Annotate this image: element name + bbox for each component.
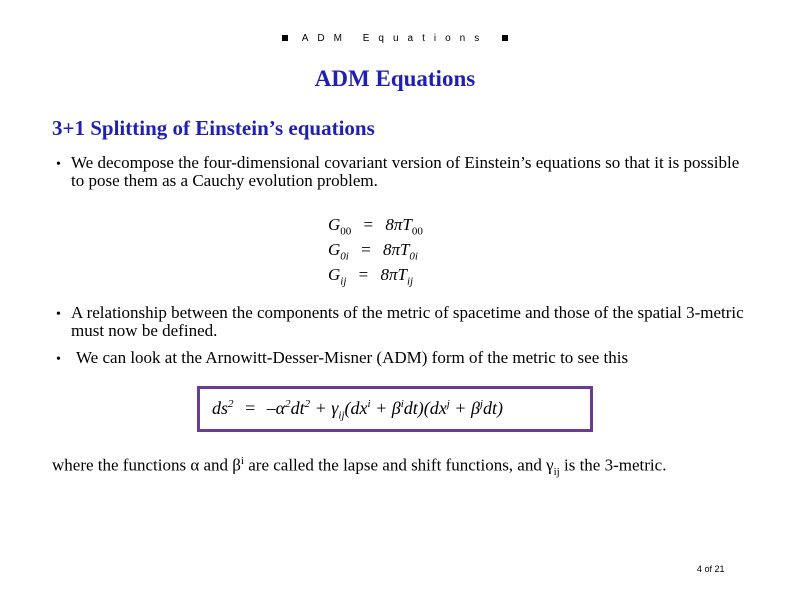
bullet-text-2: A relationship between the components of the metric of spacetime and those of the spatial 3-metric must now be defined.	[71, 303, 744, 340]
header-title: ADM Equations	[301, 33, 489, 44]
equation-row-1: $G_{00} = 8\pi T_{00}$	[328, 215, 423, 238]
closing-paragraph: where the functions α and $\beta^i$ are called the lapse and shift functions, and $\gamma_{ij}$ is the 3-metric.	[52, 455, 667, 479]
section-heading: 3+1 Splitting of Einstein’s equations	[52, 116, 375, 140]
equation-row-2: $G_{0i} = 8\pi T_{0i}$	[328, 240, 418, 263]
header-square-right	[502, 35, 508, 41]
bullet-marker-3: •	[56, 352, 61, 367]
running-header	[0, 33, 790, 44]
slide-title: ADM Equations	[314, 66, 476, 91]
bullet-text-1: We decompose the four-dimensional covariant version of Einstein’s equations so that it is possible to pose them as a Cauchy evolution problem.	[71, 153, 740, 190]
adm-metric-equation: $ds^2 = -\alpha^2dt^2 + \gamma_{ij}(dx^i + \beta^idt)(dx^j + \beta^jdt)$	[212, 398, 503, 422]
bullet-marker-2: •	[56, 307, 61, 322]
header-square-left	[282, 35, 288, 41]
bullet-text-3: We can look at the Arnowitt-Desser-Misner (ADM) form of the metric to see this	[76, 348, 629, 367]
bullet-marker-1: •	[56, 157, 61, 172]
equation-row-3: $G_{ij} = 8\pi T_{ij}$	[328, 265, 414, 288]
page-indicator: 4 of 21	[697, 564, 725, 574]
